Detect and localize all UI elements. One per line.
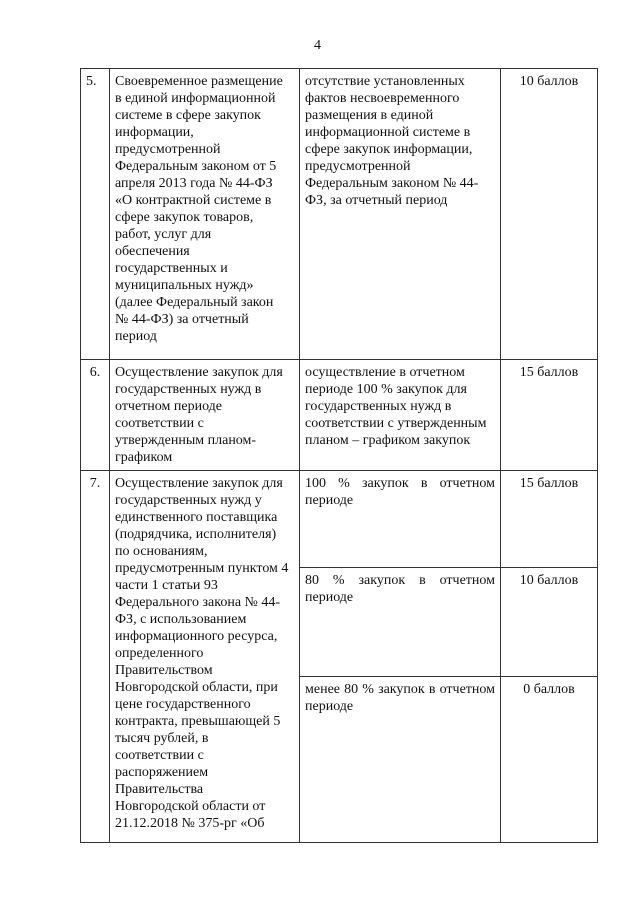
table-row	[81, 69, 598, 360]
criterion-text: Осуществление закупок для государственных нужд в отчетном периоде соответствии с утвержденным планом- графиком	[115, 365, 283, 465]
condition-text: осуществление в отчетном периоде 100 % закупок для государственных нужд в соответствии с утвержденным планом – графиком закупок	[305, 365, 487, 448]
score-text: 0 баллов	[523, 682, 575, 697]
condition-cell	[300, 471, 501, 568]
score-cell	[501, 69, 598, 360]
condition-text: 80 % закупок в отчетном периоде	[305, 573, 495, 605]
condition-cell	[300, 677, 501, 843]
criterion-text: Своевременное размещение в единой информационной системе в сфере закупок информации, предусмотренной Федеральным законом от 5 апреля 2013 года № 44-ФЗ «О контрактной системе в сфере закупок товаров, работ, услуг для обеспечения государственных и муниципальных нужд» (далее Федеральный закон № 44-ФЗ) за отчетный период	[115, 74, 283, 344]
row-number-text: 6.	[89, 365, 101, 380]
condition-cell	[300, 568, 501, 677]
row-number	[81, 360, 110, 471]
table-row	[81, 360, 598, 471]
score-text: 10 баллов	[519, 573, 579, 588]
score-text: 15 баллов	[519, 365, 579, 380]
score-cell	[501, 677, 598, 843]
condition-cell	[300, 69, 501, 360]
criterion-text: Осуществление закупок для государственных нужд у единственного поставщика (подрядчика, исполнителя) по основаниям, предусмотренным пунктом 4 части 1 статьи 93 Федерального закона № 44- ФЗ, с использованием информационного ресурса, определенного Правительством Новгородской области, при цене государственного контракта, превышающей 5 тысяч рублей, в соответствии с распоряжением Правительства Новгородской области от 21.12.2018 № 375-рг «Об	[115, 476, 289, 831]
table-row	[81, 471, 598, 568]
page-number: 4	[314, 38, 321, 53]
condition-text: отсутствие установленных фактов несвоевременного размещения в единой информационной системе в сфере закупок информации, предусмотренной Федеральным законом № 44- ФЗ, за отчетный период	[305, 74, 479, 208]
score-cell	[501, 471, 598, 568]
criterion-cell	[110, 69, 300, 360]
row-number-text: 7.	[89, 476, 101, 491]
criterion-cell	[110, 471, 300, 843]
score-text: 15 баллов	[519, 476, 579, 491]
row-number	[81, 69, 110, 360]
score-text: 10 баллов	[519, 74, 579, 89]
condition-cell	[300, 360, 501, 471]
condition-text: 100 % закупок в отчетном периоде	[305, 476, 495, 508]
criterion-cell	[110, 360, 300, 471]
score-cell	[501, 360, 598, 471]
row-number-text: 5.	[86, 74, 97, 89]
row-number	[81, 471, 110, 843]
score-cell	[501, 568, 598, 677]
condition-text: менее 80 % закупок в отчетном периоде	[305, 682, 495, 714]
criteria-table	[80, 68, 598, 843]
